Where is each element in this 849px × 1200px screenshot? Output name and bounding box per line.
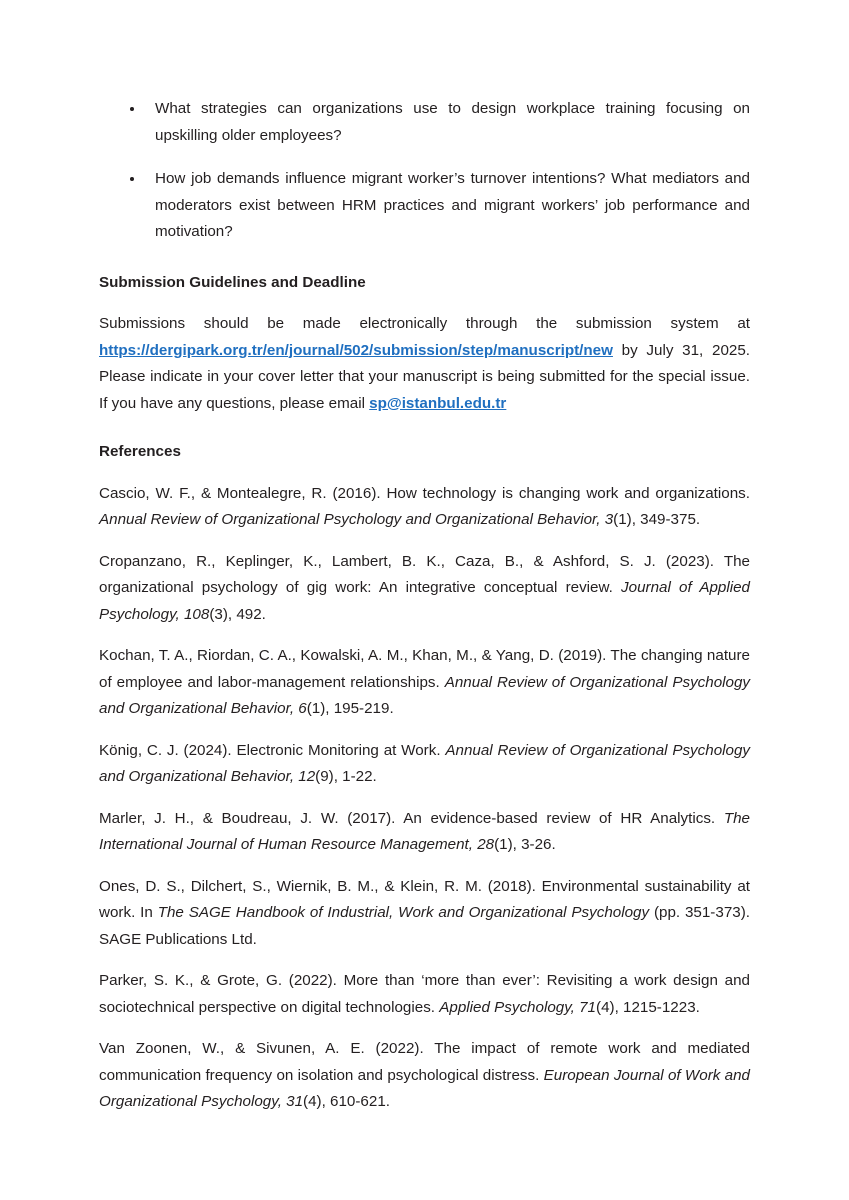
text-run: Kochan, T. A., Riordan, C. A., Kowalski, A. M., Khan, M., & Yang, D. (2019). The changing nature of employee and labor-management relationships. — [99, 647, 750, 691]
submission-guidelines-heading: Submission Guidelines and Deadline — [99, 273, 366, 291]
reference-entry — [99, 806, 750, 859]
text-run: Cropanzano, R., Keplinger, K., Lambert, B. K., Caza, B., & Ashford, S. J. (2023). The organizational psychology of gig work: An integrative conceptual review. — [99, 552, 750, 596]
reference-entry — [99, 874, 750, 954]
italic-title: Applied Psychology, 71 — [439, 998, 597, 1016]
text-run: Ones, D. S., Dilchert, S., Wiernik, B. M., & Klein, R. M. (2018). Environmental sustainability at work. In — [99, 877, 750, 921]
italic-title: The International Journal of Human Resource Management, 28 — [99, 809, 750, 853]
research-questions-list — [99, 96, 750, 246]
text-run: Parker, S. K., & Grote, G. (2022). More than ‘more than ever’: Revisiting a work design and sociotechnical perspective on digital technologies. — [99, 972, 750, 1016]
italic-title: Annual Review of Organizational Psychology and Organizational Behavior, 3 — [99, 511, 614, 528]
text-run: (4), 1215-1223. — [596, 998, 700, 1016]
list-item — [99, 96, 750, 149]
text-run: (9), 1-22. — [315, 768, 377, 785]
text-run: by July 31, 2025. Please indicate in your cover letter that your manuscript is being submitted for the special issue. If you have any questions, please email — [99, 341, 750, 412]
bullet-dot-icon — [130, 177, 134, 181]
text-run: (1), 195-219. — [306, 700, 394, 717]
question-text — [155, 100, 750, 144]
text-run: Cascio, W. F., & Montealegre, R. (2016). How technology is changing work and organizations. — [99, 484, 750, 502]
italic-title: Journal of Applied Psychology, 108 — [99, 579, 750, 623]
question-text — [155, 170, 750, 240]
text-run: (4), 610-621. — [303, 1093, 390, 1110]
text-run: Submissions should be made electronically through the submission system at — [99, 315, 750, 332]
text-run: (3), 492. — [209, 605, 266, 623]
text-run: (1), 349-375. — [613, 511, 701, 528]
text-run: Van Zoonen, W., & Sivunen, A. E. (2022). The impact of remote work and mediated communication frequency on isolation and psychological distress. — [99, 1040, 750, 1084]
text-run: (pp. 351-373). SAGE Publications Ltd. — [99, 904, 750, 948]
references-list — [99, 481, 750, 1116]
text-run: König, C. J. (2024). Electronic Monitoring at Work. — [99, 741, 446, 759]
references-heading: References — [99, 443, 181, 460]
italic-title: Annual Review of Organizational Psychology and Organizational Behavior, 12 — [99, 741, 751, 785]
reference-entry — [99, 1036, 750, 1116]
italic-title: European Journal of Work and Organizational Psychology, 31 — [99, 1066, 750, 1110]
reference-entry — [99, 738, 750, 791]
reference-entry — [99, 643, 750, 723]
reference-entry — [99, 481, 750, 534]
bullet-dot-icon — [130, 107, 134, 111]
italic-title: The SAGE Handbook of Industrial, Work and Organizational Psychology — [157, 904, 650, 921]
submission-guidelines-paragraph — [99, 311, 750, 417]
reference-entry — [99, 968, 750, 1021]
text-run: (1), 3-26. — [494, 836, 556, 853]
email-link[interactable]: sp@istanbul.edu.tr — [369, 394, 507, 412]
reference-entry — [99, 549, 750, 629]
text-run: Marler, J. H., & Boudreau, J. W. (2017). An evidence-based review of HR Analytics. — [99, 809, 724, 827]
page-content — [99, 96, 750, 1116]
submission-url-link[interactable]: https://dergipark.org.tr/en/journal/502/submission/step/manuscript/new — [99, 341, 613, 359]
text-run: How job demands influence migrant worker’s turnover intentions? What mediators and moderators exist between HRM practices and migrant workers’ job performance and motivation? — [155, 170, 750, 240]
italic-title: Annual Review of Organizational Psychology and Organizational Behavior, 6 — [99, 673, 751, 717]
text-run: What strategies can organizations use to design workplace training focusing on upskilling older employees? — [155, 100, 750, 144]
list-item — [99, 166, 750, 246]
